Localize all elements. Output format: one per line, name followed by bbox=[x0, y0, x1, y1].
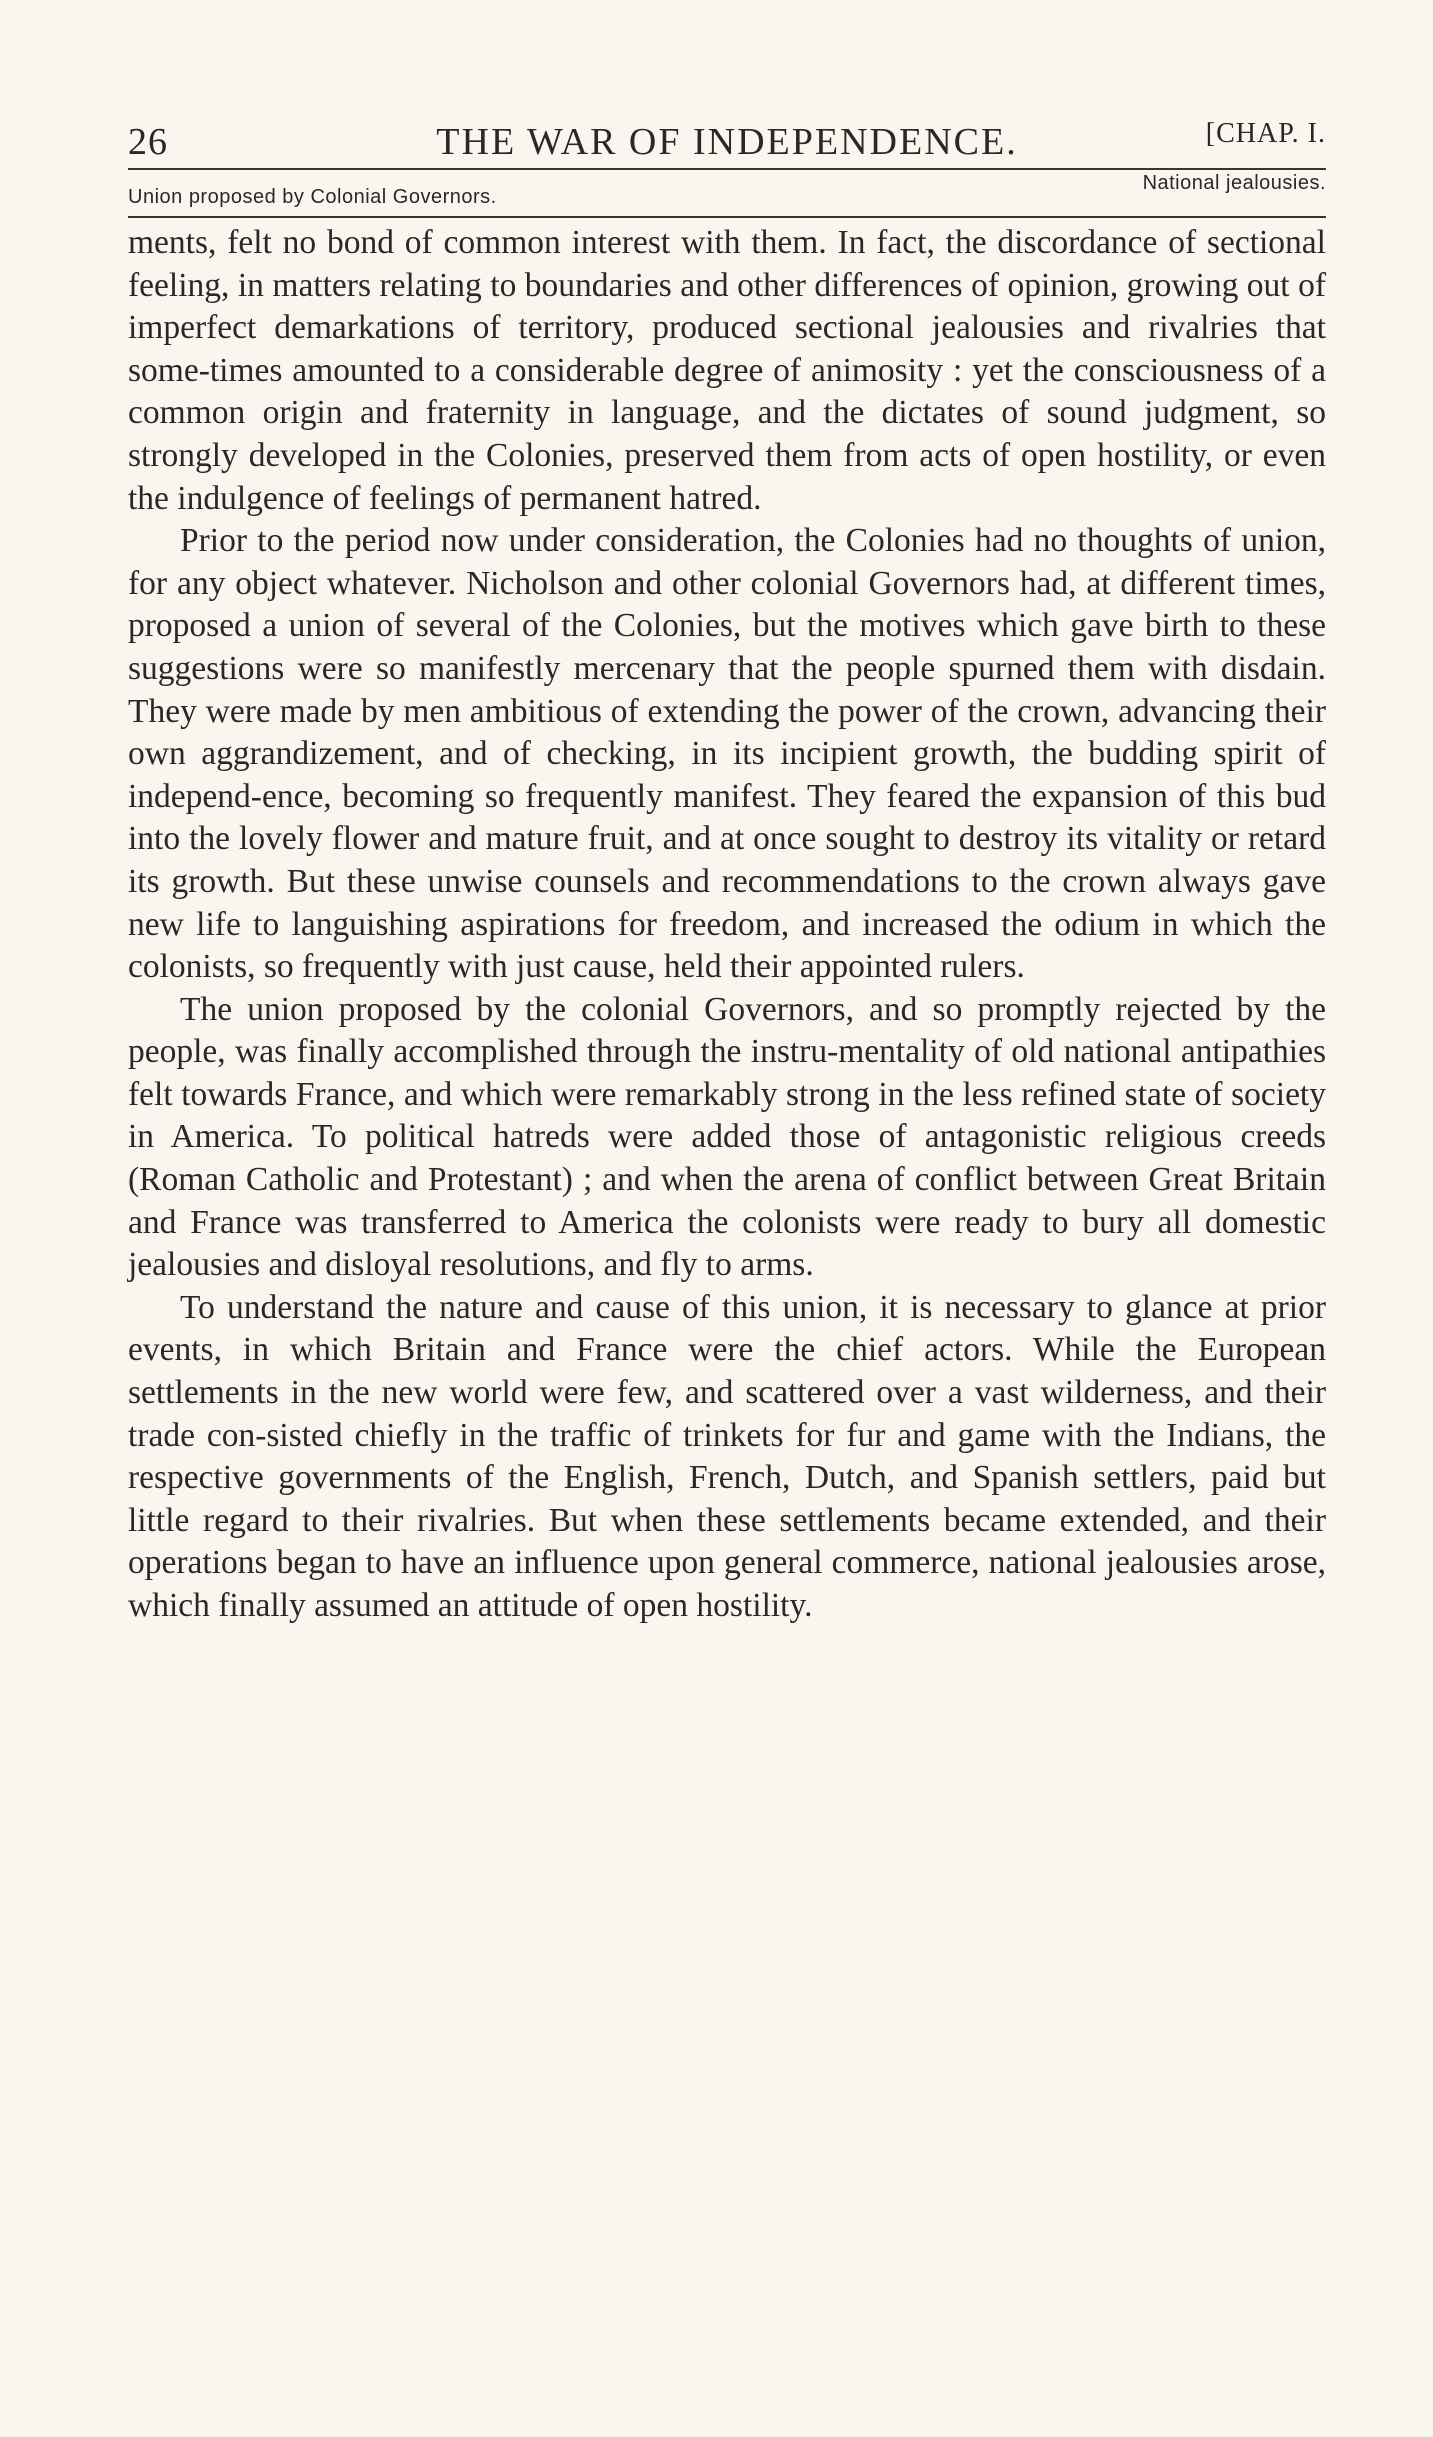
paragraph: To understand the nature and cause of this union, it is necessary to glance at prior events, in which Britain and France were the chief actors. While the European settlements in the new world were few, and scattered over a vast wilderness, and their trade con-sisted chiefly in the traffic of trinkets for fur and game with the Indians, the respective governments of the English, French, Dutch, and Spanish settlers, paid but little regard to their rivalries. But when these settlements became extended, and their operations began to have an influence upon general commerce, national jealousies arose, which finally assumed an attitude of open hostility. bbox=[128, 1288, 1326, 1624]
margin-notes bbox=[128, 172, 1326, 216]
paragraph: The union proposed by the colonial Governors, and so promptly rejected by the people, was finally accomplished through the instru-mentality of old national antipathies felt towards France, and which were remarkably strong in the less refined state of society in America. To political hatreds were added those of antagonistic religious creeds (Roman Catholic and Protestant) ; and when the arena of conflict between Great Britain and France was transferred to America the colonists were ready to bury all domestic jealousies and disloyal resolutions, and fly to arms. bbox=[128, 990, 1326, 1284]
paragraph: Prior to the period now under consideration, the Colonies had no thoughts of union, for any object whatever. Nicholson and other colonial Governors had, at different times, proposed a union of several of the Colonies, but the motives which gave birth to these suggestions were so manifestly mercenary that the people spurned them with disdain. They were made by men ambitious of extending the power of the crown, advancing their own aggrandizement, and of checking, in its incipient growth, the budding spirit of independ-ence, becoming so frequently manifest. They feared the expansion of this bud into the lovely flower and mature fruit, and at once sought to destroy its vitality or retard its growth. But these unwise counsels and recommendations to the crown always gave new life to languishing aspirations for freedom, and increased the odium in which the colonists, so frequently with just cause, held their appointed rulers. bbox=[128, 522, 1326, 986]
margin-note-right: National jealousies. bbox=[1142, 172, 1326, 194]
chapter-label: [CHAP. I. bbox=[1205, 118, 1326, 149]
book-title: THE WAR OF INDEPENDENCE. bbox=[436, 121, 1018, 163]
body-text bbox=[128, 222, 1326, 1628]
header-rule-top bbox=[128, 168, 1326, 170]
header-rule-bottom bbox=[128, 216, 1326, 218]
page-number: 26 bbox=[128, 121, 168, 163]
margin-note-left: Union proposed by Colonial Governors. bbox=[128, 186, 497, 208]
running-head bbox=[128, 112, 1326, 172]
paragraph: ments, felt no bond of common interest with them. In fact, the discordance of sectional feeling, in matters relating to boundaries and other differences of opinion, growing out of imperfect demarkations of territory, produced sectional jealousies and rivalries that some-times amounted to a considerable degree of animosity : yet the consciousness of a common origin and fraternity in language, and the dictates of sound judgment, so strongly developed in the Colonies, preserved them from acts of open hostility, or even the indulgence of feelings of permanent hatred. bbox=[128, 224, 1326, 517]
